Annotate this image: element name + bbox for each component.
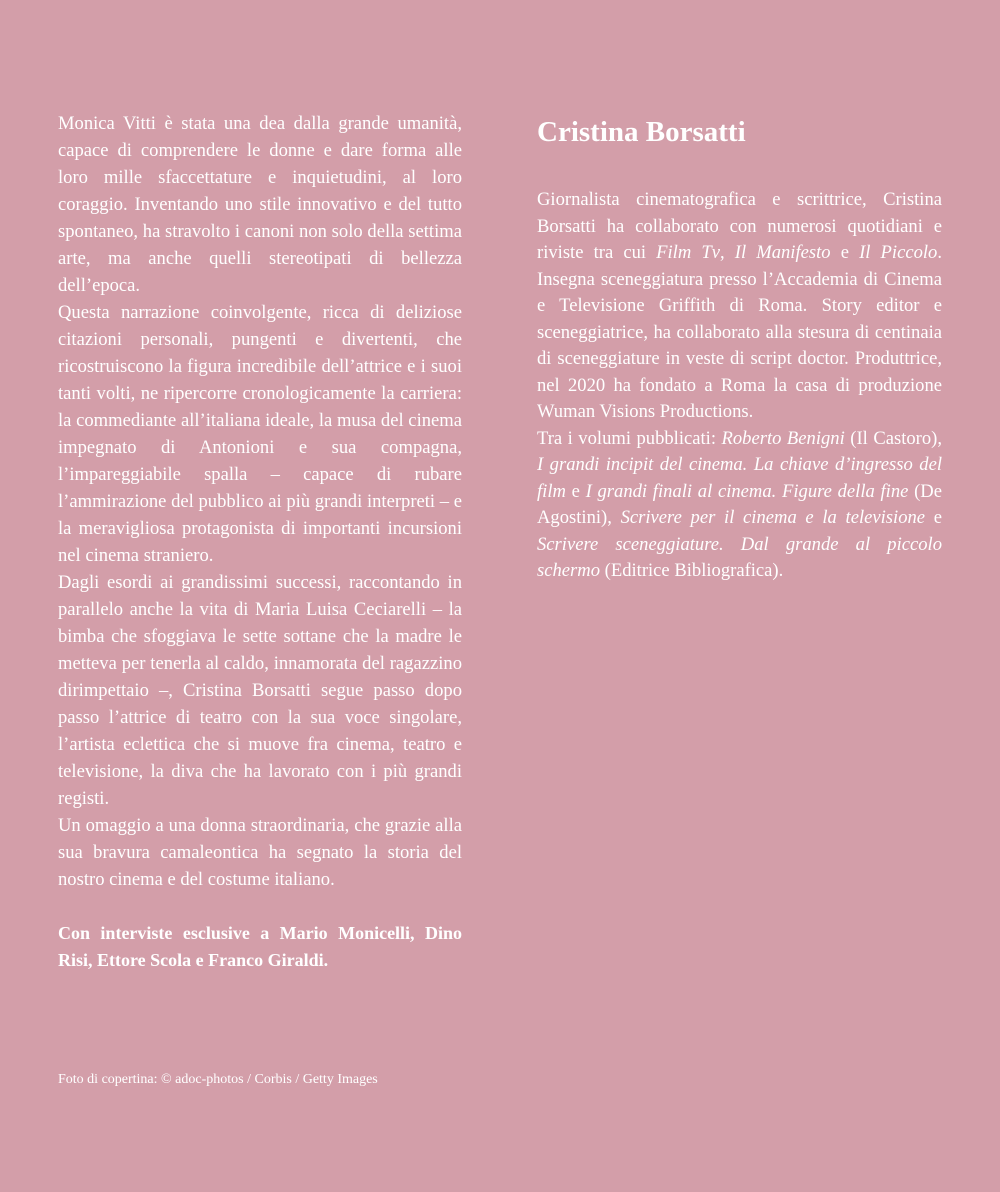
bio-text: , (719, 242, 735, 263)
interviews-note: Con interviste esclusive a Mario Monicelli, Dino Risi, Ettore Scola e Franco Giraldi. (58, 923, 462, 970)
author-bio-paragraph-1 (537, 187, 942, 426)
bio-text: Giornalista cinematografica e scrittrice, Cristina Borsatti ha collaborato con numerosi quotidiani e riviste tra cui (537, 189, 942, 263)
bio-text: (De Agostini), (537, 480, 942, 528)
bio-text: . Insegna sceneggiatura presso l’Accademia di Cinema e Televisione Griffith di Roma. Story editor e sceneggiatrice, ha collaborato alla stesura di centinaia di sceneggiature in veste di script doctor. Produttrice, nel 2020 ha fondato a Roma la casa di produzione Wuman Visions Productions. (537, 242, 942, 422)
publication-title: Il Piccolo (859, 242, 938, 263)
bio-text: (Editrice Bibliografica). (600, 560, 784, 581)
book-title: Scrivere sceneggiature. Dal grande al piccolo schermo (537, 533, 942, 581)
publication-title: Film Tv (656, 242, 720, 263)
author-name: Cristina Borsatti (537, 116, 746, 148)
author-bio-paragraph-2 (537, 426, 942, 585)
author-column (537, 112, 942, 585)
bio-text: e (830, 242, 860, 263)
bio-text: e (565, 480, 586, 502)
bio-text: (Il Castoro), (844, 427, 943, 449)
synopsis-paragraph-1: Monica Vitti è stata una dea dalla grande umanità, capace di comprendere le donne e dare forma alle loro mille sfaccettature e inquietudini, al loro coraggio. Inventando uno stile innovativo e del tutto spontaneo, ha stravolto i canoni non solo della settima arte, ma anche quelli stereotipati di bellezza dell’epoca. (58, 113, 462, 296)
bio-text: e (925, 507, 942, 528)
book-title: I grandi incipit del cinema. La chiave d’ingresso del film (537, 454, 942, 502)
book-title: I grandi finali al cinema. Figure della fine (585, 480, 909, 502)
bio-text: Tra i volumi pubblicati: (537, 427, 722, 449)
synopsis-paragraph-4: Un omaggio a una donna straordinaria, che grazie alla sua bravura camaleontica ha segnato la storia del nostro cinema e del costume italiano. (58, 815, 462, 890)
synopsis-column (58, 110, 462, 974)
photo-credit: Foto di copertina: © adoc-photos / Corbis / Getty Images (58, 1072, 378, 1087)
synopsis-paragraph-3: Dagli esordi ai grandissimi successi, raccontando in parallelo anche la vita di Maria Luisa Ceciarelli – la bimba che sfoggiava le sette sottane che la madre le metteva per tenerla al caldo, innamorata del ragazzino dirimpettaio –, Cristina Borsatti segue passo dopo passo l’attrice di teatro con la sua voce singolare, l’artista eclettica che si muove fra cinema, teatro e televisione, la diva che ha lavorato con i più grandi registi. (58, 572, 462, 809)
book-title: Roberto Benigni (721, 427, 845, 449)
book-title: Scrivere per il cinema e la televisione (620, 507, 926, 528)
publication-title: Il Manifesto (734, 242, 831, 263)
synopsis-paragraph-2: Questa narrazione coinvolgente, ricca di deliziose citazioni personali, pungenti e divertenti, che ricostruiscono la figura incredibile dell’attrice e i suoi tanti volti, ne ripercorre cronologicamente la carriera: la commediante all’italiana ideale, la musa del cinema impegnato di Antonioni e sua compagna, l’impareggiabile spalla – capace di rubare l’ammirazione del pubblico ai più grandi interpreti – e la meravigliosa protagonista di importanti incursioni nel cinema straniero. (58, 302, 462, 566)
